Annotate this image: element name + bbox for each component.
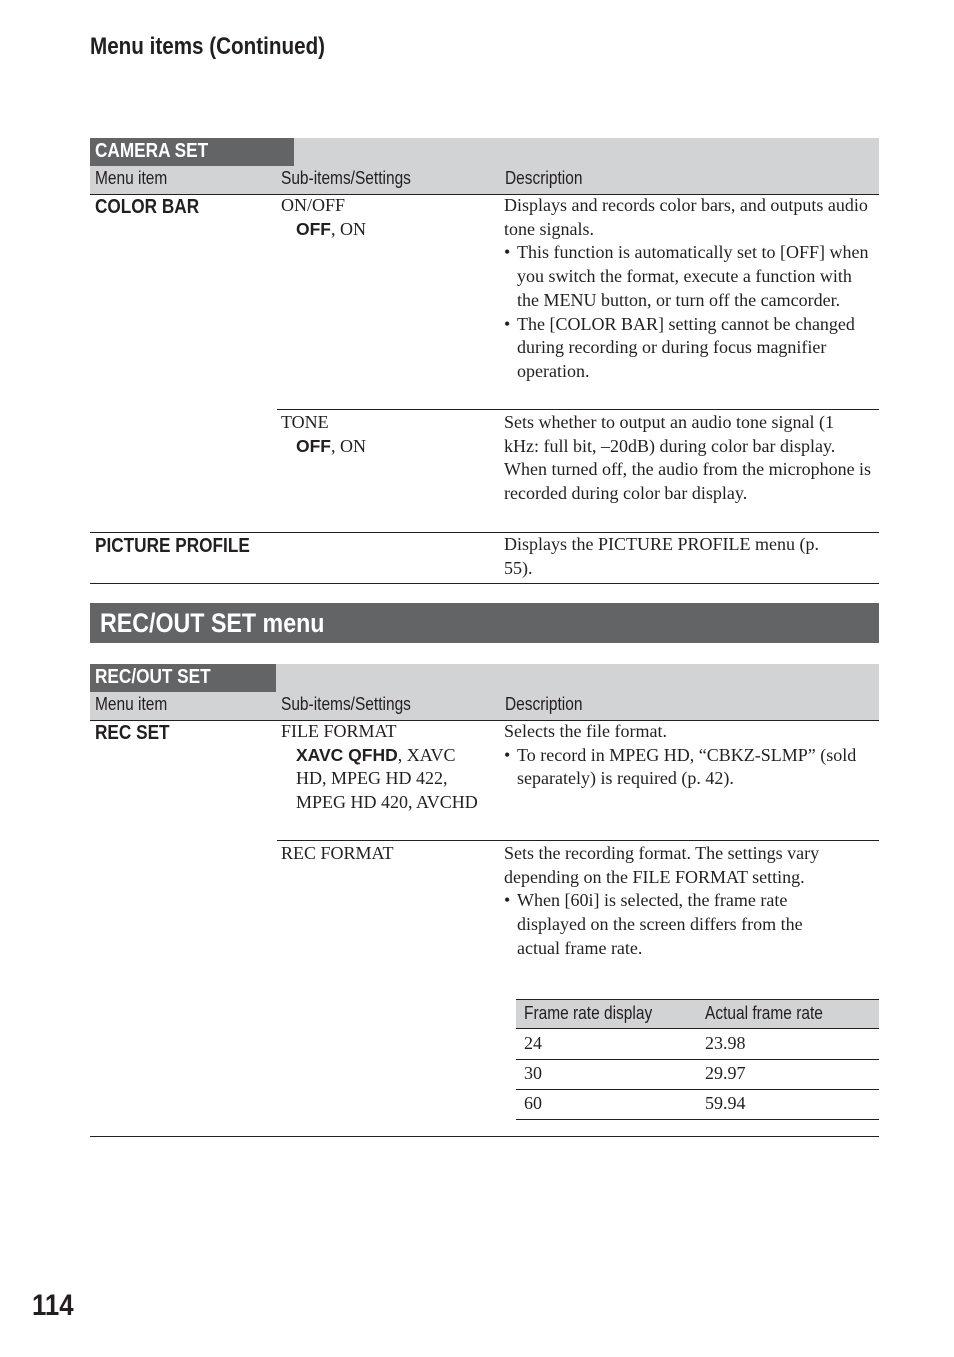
camera-set-tag — [90, 138, 294, 166]
menu-item-rec-set: REC SET — [95, 722, 170, 744]
column-header-actual-frame-rate: Actual frame rate — [705, 1003, 823, 1023]
bullet-note: • To record in MPEG HD, “CBKZ-SLMP” (sold separately) is required (p. 42). — [504, 744, 857, 791]
table-bottom-rule — [90, 583, 879, 584]
frame-rate-display-cell: 30 — [524, 1063, 542, 1083]
description-file-format — [504, 720, 873, 791]
description-tone: Sets whether to output an audio tone signal (1 kHz: full bit, –20dB) during color bar display. When turned off, the audio from the microphone is recorded during color bar display. — [504, 412, 872, 504]
menu-item-picture-profile: PICTURE PROFILE — [95, 535, 250, 557]
description-text: Sets the recording format. The settings vary depending on the FILE FORMAT setting. — [504, 843, 820, 887]
table-row — [516, 1059, 879, 1090]
table-header — [90, 664, 879, 721]
section-title: Menu items (Continued) — [90, 33, 326, 60]
column-header-menu-item: Menu item — [95, 694, 168, 714]
sub-item-label: ON/OFF — [281, 195, 346, 215]
bullet-note: • When [60i] is selected, the frame rate displayed on the screen differs from the actual frame rate. — [504, 889, 844, 960]
description-rec-format — [504, 842, 844, 961]
other-values: , ON — [331, 435, 366, 456]
row-divider — [277, 409, 879, 410]
column-header-description: Description — [505, 168, 583, 188]
sub-item-rec-format: REC FORMAT — [281, 843, 394, 863]
actual-frame-rate-cell: 59.94 — [705, 1093, 746, 1113]
table-bottom-rule — [90, 1136, 879, 1137]
default-value: OFF — [296, 218, 331, 239]
column-header-frame-rate-display: Frame rate display — [524, 1003, 653, 1023]
page-number: 114 — [32, 1289, 74, 1322]
description-text: Displays and records color bars, and outputs audio tone signals. — [504, 195, 868, 239]
default-value: OFF — [296, 435, 331, 456]
table-row — [516, 1029, 879, 1060]
column-header-description: Description — [505, 694, 583, 714]
frame-rate-display-cell: 24 — [524, 1033, 542, 1053]
column-header-sub-items: Sub-items/Settings — [281, 168, 411, 188]
actual-frame-rate-cell: 23.98 — [705, 1033, 746, 1053]
row-divider — [277, 840, 879, 841]
default-value: XAVC QFHD — [296, 744, 398, 765]
sub-item-tone — [281, 411, 491, 458]
description-text: Selects the file format. — [504, 721, 667, 741]
sub-item-label: FILE FORMAT — [281, 721, 397, 741]
other-values: , XAVC HD, MPEG HD 422, MPEG HD 420, AVCHD — [296, 744, 478, 813]
rec-out-set-menu-banner — [90, 603, 879, 643]
other-values: , ON — [331, 218, 366, 239]
column-header-menu-item: Menu item — [95, 168, 168, 188]
frame-rate-table-header — [516, 999, 879, 1029]
banner-title: REC/OUT SET menu — [100, 608, 325, 638]
frame-rate-display-cell: 60 — [524, 1093, 542, 1113]
sub-item-label: TONE — [281, 412, 329, 432]
sub-item-file-format — [281, 720, 484, 815]
sub-item-onoff — [281, 194, 491, 241]
description-onoff — [504, 194, 873, 384]
camera-set-tag-label: CAMERA SET — [95, 140, 209, 162]
rec-out-set-tag — [90, 664, 276, 692]
actual-frame-rate-cell: 29.97 — [705, 1063, 746, 1083]
menu-item-color-bar: COLOR BAR — [95, 196, 200, 218]
rec-out-set-tag-label: REC/OUT SET — [95, 666, 211, 688]
bullet-note: • The [COLOR BAR] setting cannot be changed during recording or during focus magnifier operation. — [504, 313, 873, 384]
column-header-sub-items: Sub-items/Settings — [281, 694, 411, 714]
description-picture-profile: Displays the PICTURE PROFILE menu (p. 55). — [504, 534, 819, 578]
bullet-note: • This function is automatically set to [OFF] when you switch the format, execute a function with the MENU button, or turn off the camcorder. — [504, 241, 873, 312]
table-row — [516, 1089, 879, 1120]
table-header — [90, 138, 879, 195]
